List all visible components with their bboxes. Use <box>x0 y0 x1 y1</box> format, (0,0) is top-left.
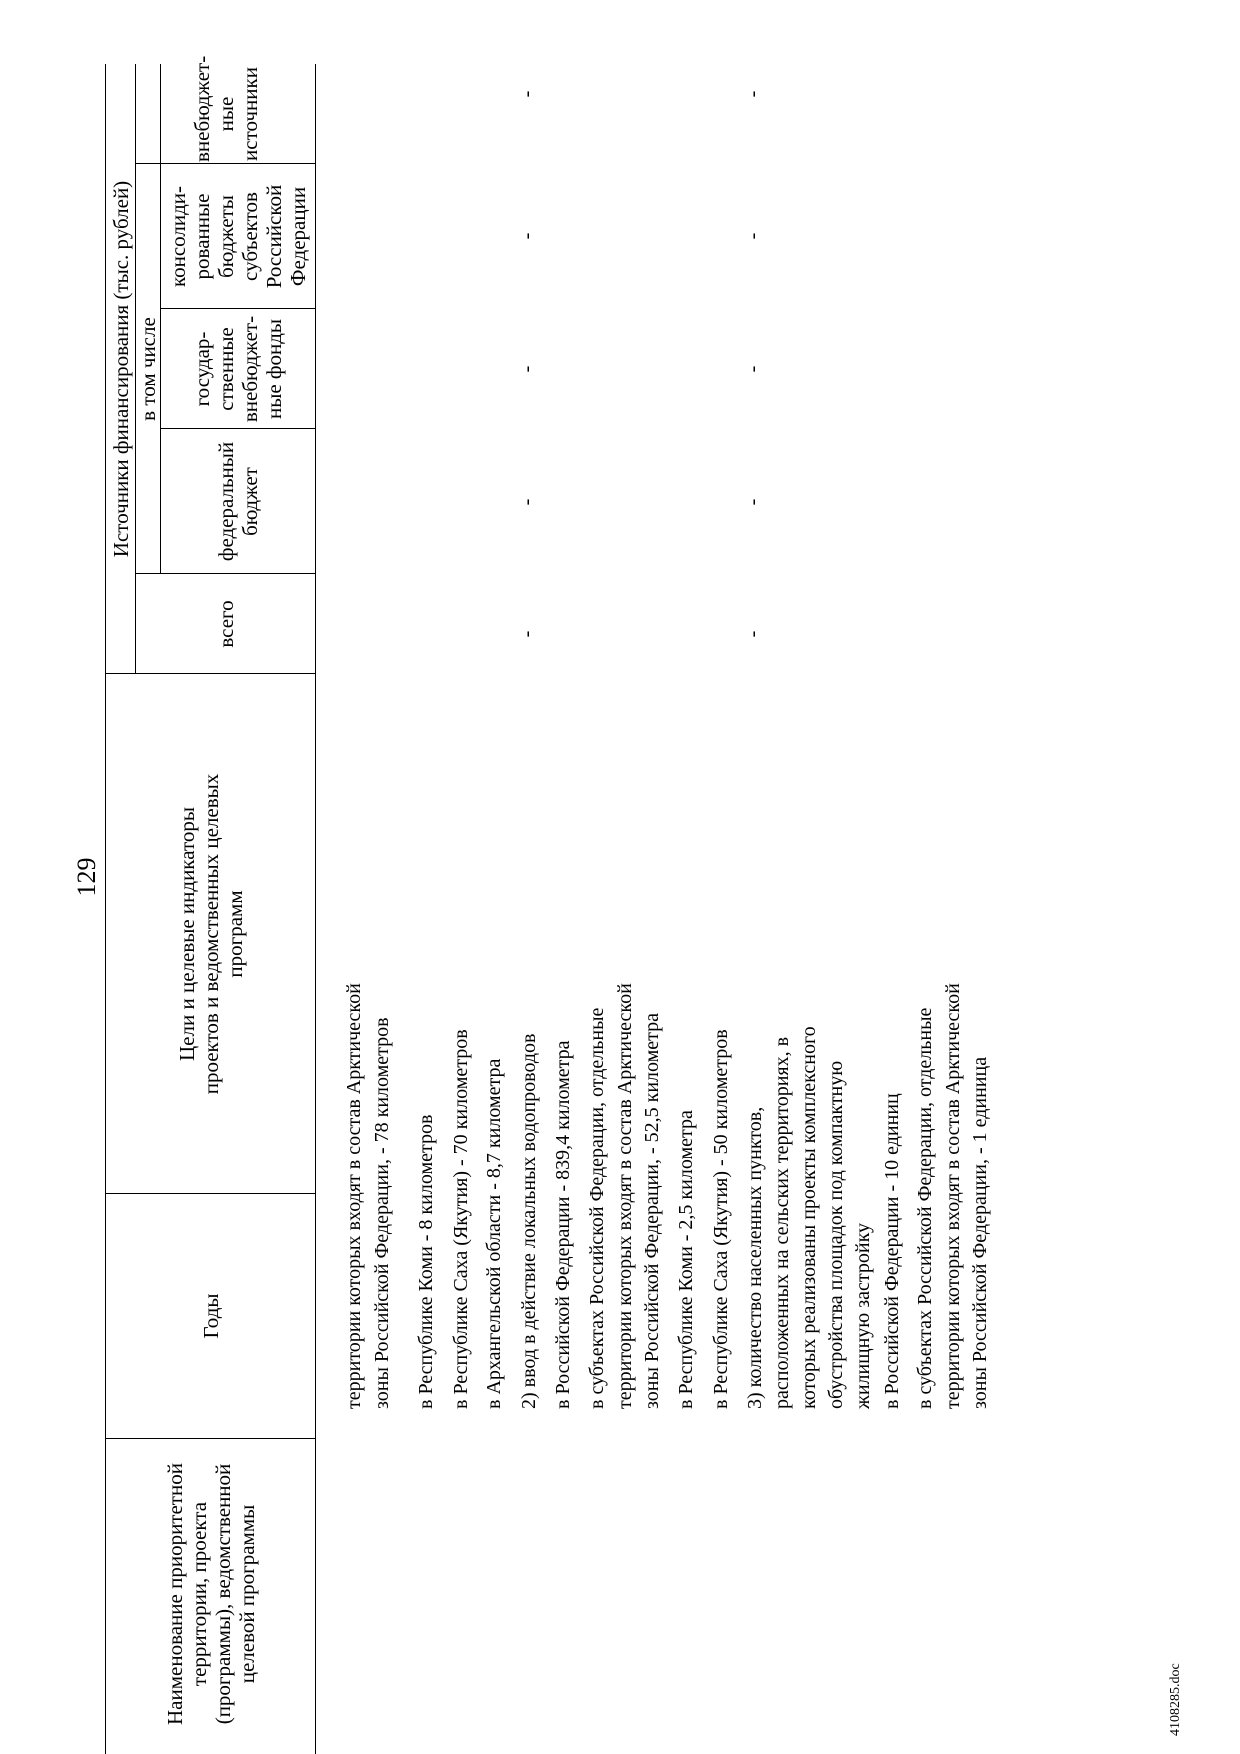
col-divider-4 <box>135 573 315 574</box>
dash-cell-funds: - <box>742 365 764 373</box>
header-including-text: в том числе <box>136 317 160 421</box>
col-divider-6 <box>160 308 315 309</box>
header-name-cell <box>108 1442 313 1746</box>
header-offbudget-text: внебюджет-ные источники <box>189 55 262 162</box>
body-line: в Российской Федерации - 10 единиц <box>881 1093 903 1409</box>
header-sources-text: Источники финансирования (тыс. рублей) <box>109 180 133 558</box>
dash-cell-regional: - <box>516 232 538 240</box>
dash-cell-offbudget: - <box>516 90 538 98</box>
col-divider-1 <box>105 1438 315 1439</box>
body-line: в Республике Коми - 8 километров <box>415 1114 437 1409</box>
body-line: в субъектах Российской Федерации, отдельные <box>586 1007 608 1409</box>
header-offbudget-cell <box>138 55 313 162</box>
body-line: территории которых входят в состав Арктической <box>614 983 636 1409</box>
body-line: зоны Российской Федерации, - 52,5 километра <box>641 1012 663 1409</box>
body-line: в Республике Коми - 2,5 километра <box>675 1110 697 1409</box>
body-line: 3) количество населенных пунктов, <box>744 1106 766 1409</box>
body-line: в Республике Саха (Якутия) - 50 километров <box>710 1029 732 1409</box>
header-name-text: Наименование приоритетной территории, проекта (программы), ведомственной целевой программы <box>162 1463 259 1725</box>
body-line: территории которых входят в состав Арктической <box>942 983 964 1409</box>
col-divider-3 <box>105 673 315 674</box>
header-federal-cell <box>162 431 313 572</box>
dash-cell-offbudget: - <box>742 90 764 98</box>
document-id: 4108285.doc <box>1168 1663 1183 1736</box>
header-including-cell <box>136 164 160 574</box>
body-line: в Республике Саха (Якутия) - 70 километров <box>450 1029 472 1409</box>
dash-cell-federal: - <box>742 498 764 506</box>
dash-cell-total: - <box>516 630 538 638</box>
body-line: жилищную застройку <box>852 1222 874 1409</box>
col-divider-2 <box>105 1193 315 1194</box>
header-total-text: всего <box>213 600 238 648</box>
header-funds-text: государ-ственные внебюджет-ные фонды <box>189 315 286 423</box>
dash-cell-total: - <box>742 630 764 638</box>
header-bottom-rule <box>315 64 316 1754</box>
body-line: в Российской Федерации - 839,4 километра <box>552 1040 574 1409</box>
header-goals-text: Цели и целевые индикаторы проектов и ведомственных целевых программ <box>174 773 247 1095</box>
body-line: которых реализованы проекты комплексного <box>798 1026 820 1409</box>
body-line: расположенных на сельских территориях, в <box>771 1036 793 1409</box>
header-sources-cell <box>106 64 136 674</box>
header-regional-text: консолиди-рованные бюджеты субъектов Российской Федерации <box>165 184 310 289</box>
page-number: 129 <box>72 857 101 897</box>
body-line: обустройства площадок под компактную <box>825 1060 847 1409</box>
header-regional-cell <box>162 166 313 307</box>
header-goals-cell <box>108 677 313 1191</box>
dash-cell-federal: - <box>516 498 538 506</box>
dash-cell-funds: - <box>516 365 538 373</box>
header-years-text: Годы <box>198 1293 223 1339</box>
body-line: в Архангельской области - 8,7 километра <box>483 1058 505 1409</box>
body-line: 2) ввод в действие локальных водопроводов <box>518 1033 540 1409</box>
body-line: территории которых входят в состав Арктической <box>343 983 365 1409</box>
header-funds-cell <box>162 311 313 427</box>
dash-cell-regional: - <box>742 232 764 240</box>
body-line: в субъектах Российской Федерации, отдельные <box>914 1007 936 1409</box>
body-line: зоны Российской Федерации, - 1 единица <box>969 1056 991 1409</box>
header-federal-text: федеральный бюджет <box>213 441 262 562</box>
col-divider-7 <box>135 163 315 164</box>
header-total-cell <box>138 576 313 672</box>
header-years-cell <box>108 1196 313 1436</box>
body-line: зоны Российской Федерации, - 78 километров <box>371 1017 393 1409</box>
col-divider-5 <box>160 428 315 429</box>
